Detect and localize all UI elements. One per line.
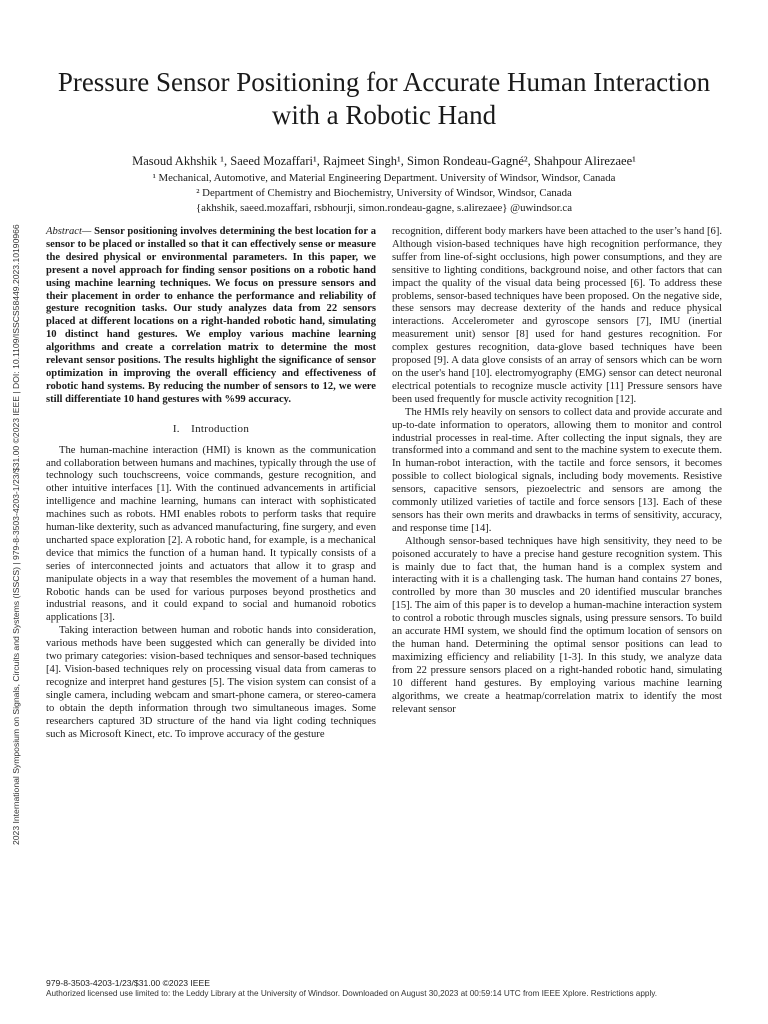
left-column xyxy=(46,226,376,741)
side-doi-text: 2023 International Symposium on Signals, Circuits and Systems (ISSCS) | 979-8-3503-4203-1/23/$31.00 ©2023 IEEE | DOI: 10.1109/ISSCS58449.2023.10190966 xyxy=(11,224,21,845)
paper-title: Pressure Sensor Positioning for Accurate Human Interaction with a Robotic Hand xyxy=(57,67,711,130)
footer-license-notice: Authorized licensed use limited to: the Leddy Library at the University of Windsor. Downloaded on August 30,2023 at 00:59:14 UTC from IEEE Xplore. Restrictions apply. xyxy=(46,989,658,998)
author-emails: {akhshik, saeed.mozaffari, rsbhourji, simon.rondeau-gagne, s.alirezaee} @uwindsor.ca xyxy=(196,202,572,214)
affiliation-2: ² Department of Chemistry and Biochemistry, University of Windsor, Windsor, Canada xyxy=(196,187,572,199)
section-heading-introduction: I. Introduction xyxy=(172,422,250,435)
footer-copyright: 979-8-3503-4203-1/23/$31.00 ©2023 IEEE xyxy=(46,978,211,988)
right-column xyxy=(392,226,722,716)
affiliation-1: ¹ Mechanical, Automotive, and Material Engineering Department. University of Windsor, Windsor, Canada xyxy=(152,172,616,184)
author-list: Masoud Akhshik ¹, Saeed Mozaffari¹, Rajmeet Singh¹, Simon Rondeau-Gagné², Shahpour Alirezaee¹ xyxy=(132,154,636,168)
side-doi-note xyxy=(6,195,22,845)
intro-paragraph-2: Taking interaction between human and robotic hands into consideration, various methods have been suggested which can generally be divided into two primary categories: vision-based techniques and sensor-based techniques [4]. Vision-based techniques rely on processing visual data from cameras to recognize and interpret hand gestures [5]. The vision system can consist of a single camera, including webcam and smart-phone camera, or stereo-camera to obtain the depth information through two simultaneous images. Some researchers captured 3D structure of the hand via light coding techniques such as Microsoft Kinect, etc. To improve accuracy of the gesture xyxy=(46,625,376,740)
intro-paragraph-1: The human-machine interaction (HMI) is known as the communication and collaboration between humans and machines, typically through the use of technology such touchscreens, voice commands, gesture recognition, and other intuitive interfaces [1]. With the continued advancements in artificial intelligence and machine learning, humans can interact with sophisticated machines such as robots. HMI enables robots to perform tasks that require human-like dexterity, such as advanced manufacturing, fine surgery, and even uncharted space exploration [2]. A robotic hand, for example, is a mechanical device that mimics the function of a human hand. It typically consists of a series of interconnected joints and actuators that allow it to grasp and manipulate objects in a way that resembles the movement of a human hand. Robotic hands can be used for various purposes beyond prosthetics and industrial reasons, and it could expand to social and humanoid robotics applications [3]. xyxy=(46,444,376,624)
right-paragraph-2: The HMIs rely heavily on sensors to collect data and provide accurate and up-to-date information to operators, allowing them to monitor and control industrial processes in real-time. After collecting the input signals, they are transformed into a command and sent to the machine system to execute them. In human-robot interaction, with the tactile and force sensors, it becomes possible to collect biological signals, including body movements. Resistive sensors, capacitive sensors, piezoelectric and sensors are among the commonly utilized varieties of tactile and force sensors [13]. Each of these sensors has their own merits and drawbacks in terms of sensitivity, accuracy, and response time [14]. xyxy=(392,406,722,534)
abstract-label: Abstract— xyxy=(46,226,92,237)
right-paragraph-1: recognition, different body markers have been attached to the user’s hand [6]. Although vision-based techniques have high recognition performance, they suffer from line-of-sight occlusions, high power consumptions, and they are sensitive to lighting conditions, background noise, and other factors that can impact the quality of the visual data being processed [6]. To address these problems, sensor-based techniques have been proposed. On the negative side, these sensors may decrease dexterity of the hands and reduce physical interactions. Accelerometer and gyroscope sensors [7], IMU (inertial measurement unit) sensor [8] used for hand gestures recognition. For complex gestures recognition, data-glove based techniques have been proposed [9]. A data glove consists of an array of sensors which can be worn on the user's hand [10]. electromyography (EMG) sensor can detect neuronal electrical potentials to recognize muscle activity [11] Pressure sensors have been used frequently for muscle activity recognition [12]. xyxy=(392,226,722,405)
abstract-text: Sensor positioning involves determining the best location for a sensor to be placed or installed so that it can effectively sense or measure the desired physical or environmental parameters. In this paper, we present a novel approach for finding sensor positions on a robotic hand using machine learning techniques. We focus on pressure sensors and their placement in order to enhance the performance and reliability of gesture recognition tasks. Our study analyzes data from 22 sensors placed at different locations on a right-handed robotic hand, simulating 10 distinct hand gestures. We employ various machine learning algorithms and create a correlation matrix to determine the most relevant sensor positions. The results highlight the significance of sensor optimization in improving the overall efficiency and effectiveness of robotic hand systems. By reducing the number of sensors to 12, we were still differentiate 10 hand gestures with %99 accuracy. xyxy=(46,226,377,405)
abstract xyxy=(46,226,376,407)
right-paragraph-3: Although sensor-based techniques have high sensitivity, they need to be poisoned accurately to have a precise hand gesture recognition system. This is mainly due to fact that, the human hand is a complex system and interacting with it is a challenging task. The human hand contains 27 bones, controlled by more than 30 muscles and 20 identified muscular branches [15]. The aim of this paper is to develop a human-machine interaction system to control a robotic through muscles signals, using pressure sensors. To build an accurate HMI system, we should find the optimum location of sensors on the human hand. Determining the optimal sensor positions can lead to maximizing efficiency and reliability [1-3]. In this study, we analyze data from 22 pressure sensors placed on a right-handed robotic hand, simulating 10 different hand gestures. By employing various machine learning algorithms, we create a heatmap/correlation matrix to identify the most relevant sensor xyxy=(392,535,722,715)
